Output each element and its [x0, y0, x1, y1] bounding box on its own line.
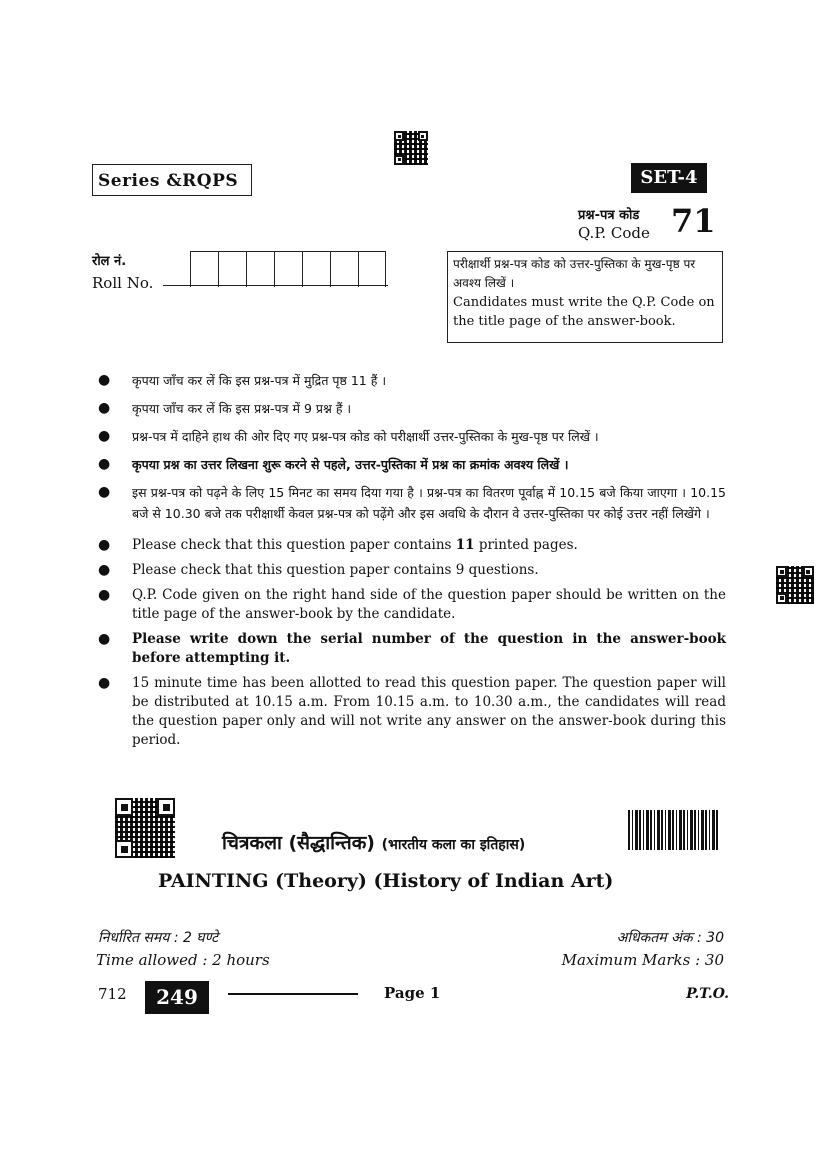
qr-code-title [115, 798, 175, 858]
max-marks-hindi: अधिकतम अंक : 30 [616, 930, 724, 946]
qp-code-hindi: प्रश्न-पत्र कोड [578, 208, 640, 223]
qp-code-value: 71 [671, 202, 716, 240]
instruction-english-2: ● Please check that this question paper contains 9 questions. [98, 562, 539, 578]
paper-code: 712 [98, 985, 127, 1003]
roll-box[interactable] [302, 252, 330, 287]
instruction-hindi-4: ● कृपया प्रश्न का उत्तर लिखना शुरू करने से पहले, उत्तर-पुस्तिका में प्रश्न का क्रमांक अवश्य लिखें । [98, 456, 569, 472]
roll-box[interactable] [358, 252, 386, 287]
time-allowed-english: Time allowed : 2 hours [96, 951, 270, 969]
roll-box[interactable] [330, 252, 358, 287]
roll-box[interactable] [218, 252, 246, 287]
instruction-english-5: ● 15 minute time has been allotted to read this question paper. The question paper will be distributed at 10.15 a.m. From 10.15 a.m. to 10.30 a.m., the candidates will read the question paper only and will not write any answer on the answer-book during this period. [98, 675, 726, 748]
barcode [628, 810, 720, 850]
instruction-hindi-1: ● कृपया जाँच कर लें कि इस प्रश्न-पत्र में मुद्रित पृष्ठ 11 हैं । [98, 372, 387, 388]
instructions-list [98, 370, 726, 750]
roll-label-hindi: रोल नं. [92, 254, 127, 269]
qr-code-side [776, 566, 814, 604]
title-english: PAINTING (Theory) (History of Indian Art) [158, 870, 614, 892]
qp-code-note [447, 251, 723, 343]
instruction-english-4: ● Please write down the serial number of the question in the answer-book before attempting it. [98, 631, 726, 666]
instruction-hindi-3: ● प्रश्न-पत्र में दाहिने हाथ की ओर दिए गए प्रश्न-पत्र कोड को परीक्षार्थी उत्तर-पुस्तिका के मुख-पृष्ठ पर लिखें । [98, 428, 599, 444]
roll-box[interactable] [190, 252, 218, 287]
note-english: Candidates must write the Q.P. Code on the title page of the answer-book. [453, 295, 715, 329]
page-divider [228, 993, 358, 995]
instruction-hindi-5: ● इस प्रश्न-पत्र को पढ़ने के लिए 15 मिनट का समय दिया गया है । प्रश्न-पत्र का वितरण पूर्वाह्न में 10.15 बजे किया जाएगा । 10.15 बजे से 10.30 बजे तक परीक्षार्थी केवल प्रश्न-पत्र को पढ़ेंगे और इस अवधि के दौरान वे उत्तर-पुस्तिका पर कोई उत्तर नहीं लिखेंगे । [98, 484, 726, 521]
instruction-hindi-2: ● कृपया जाँच कर लें कि इस प्रश्न-पत्र में 9 प्रश्न हैं । [98, 400, 352, 416]
roll-box[interactable] [246, 252, 274, 287]
series-label: Series &RQPS [92, 164, 252, 196]
time-allowed-hindi: निर्धारित समय : 2 घण्टे [98, 930, 219, 946]
set-label: SET-4 [631, 163, 707, 193]
instruction-english-1: ● Please check that this question paper contains 11 printed pages. [98, 537, 578, 553]
max-marks-english: Maximum Marks : 30 [561, 951, 724, 969]
qr-code-top [394, 131, 428, 165]
instruction-english-3: ● Q.P. Code given on the right hand side of the question paper should be written on the title page of the answer-book by the candidate. [98, 587, 726, 622]
pto-label: P.T.O. [686, 986, 729, 1002]
paper-box-code: 249 [145, 981, 209, 1014]
title-hindi: चित्रकला (सैद्धान्तिक) (भारतीय कला का इतिहास) [222, 832, 526, 854]
roll-label-english: Roll No. [92, 274, 154, 292]
note-hindi: परीक्षार्थी प्रश्न-पत्र कोड को उत्तर-पुस्तिका के मुख-पृष्ठ पर अवश्य लिखें । [453, 257, 696, 290]
page-number: Page 1 [384, 984, 441, 1002]
roll-number-boxes[interactable] [190, 251, 386, 287]
roll-box[interactable] [274, 252, 302, 287]
qp-code-label: Q.P. Code [578, 224, 650, 242]
